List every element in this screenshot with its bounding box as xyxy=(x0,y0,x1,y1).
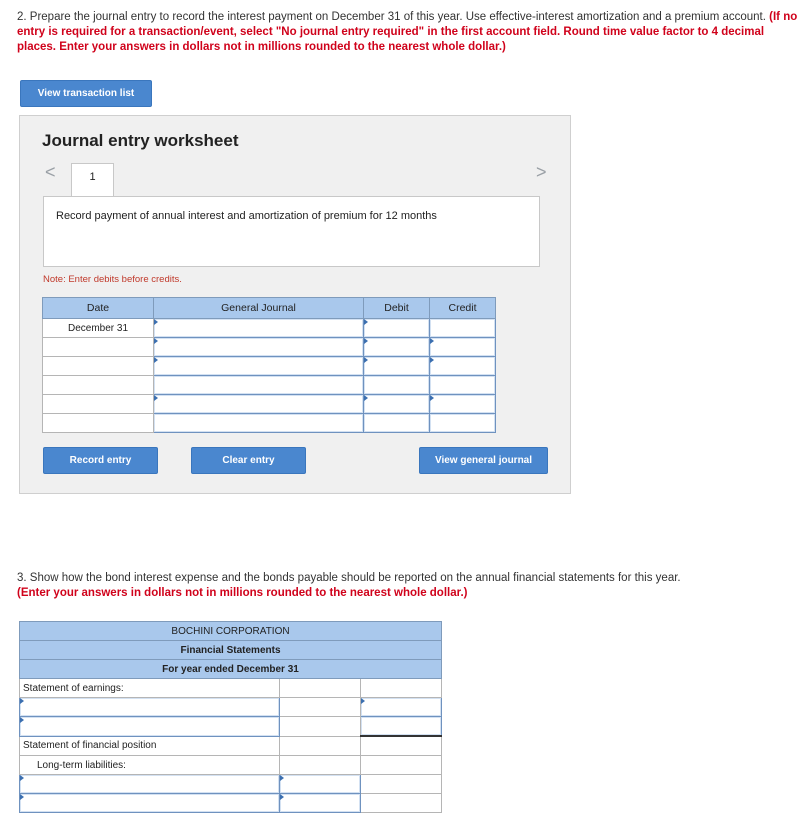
general-journal-header: General Journal xyxy=(154,298,364,319)
date-cell xyxy=(43,414,154,433)
liability-account-select-2[interactable] xyxy=(20,794,280,813)
table-row xyxy=(20,736,442,756)
journal-entry-table xyxy=(42,297,496,433)
clear-entry-button[interactable]: Clear entry xyxy=(191,447,306,474)
debit-input[interactable] xyxy=(364,376,430,395)
question-3-instructions: (Enter your answers in dollars not in millions rounded to the nearest whole dollar.) xyxy=(17,587,468,599)
credit-input[interactable] xyxy=(430,395,496,414)
position-label: Statement of financial position xyxy=(20,736,280,756)
table-row xyxy=(20,679,442,698)
debit-input[interactable] xyxy=(364,395,430,414)
earnings-account-select[interactable] xyxy=(20,698,280,717)
debit-header: Debit xyxy=(364,298,430,319)
debits-note: Note: Enter debits before credits. xyxy=(43,274,182,285)
account-select[interactable] xyxy=(154,338,364,357)
prev-arrow-icon[interactable]: < xyxy=(45,162,56,182)
debit-input[interactable] xyxy=(364,319,430,338)
credit-input[interactable] xyxy=(430,319,496,338)
liability-amount-input[interactable] xyxy=(280,775,361,794)
question-3-plain: 3. Show how the bond interest expense and the bonds payable should be reported on the annual financial statements for this year. xyxy=(17,572,681,584)
worksheet-tab-1[interactable]: 1 xyxy=(71,163,114,197)
table-row xyxy=(20,717,442,737)
account-select[interactable] xyxy=(154,319,364,338)
table-row xyxy=(20,794,442,813)
record-entry-button[interactable]: Record entry xyxy=(43,447,158,474)
table-row xyxy=(20,698,442,717)
table-row xyxy=(43,338,496,357)
question-2-text xyxy=(17,10,802,55)
account-select[interactable] xyxy=(154,414,364,433)
table-row xyxy=(43,414,496,433)
next-arrow-icon[interactable]: > xyxy=(536,162,547,182)
worksheet-title: Journal entry worksheet xyxy=(42,131,239,150)
debit-input[interactable] xyxy=(364,414,430,433)
table-row xyxy=(43,319,496,338)
table-row xyxy=(43,376,496,395)
account-select[interactable] xyxy=(154,376,364,395)
debit-input[interactable] xyxy=(364,357,430,376)
date-header: Date xyxy=(43,298,154,319)
question-3-text xyxy=(17,571,802,601)
table-row xyxy=(20,775,442,794)
date-cell xyxy=(43,376,154,395)
long-term-label: Long-term liabilities: xyxy=(20,756,280,775)
table-row xyxy=(43,357,496,376)
entry-description: Record payment of annual interest and amortization of premium for 12 months xyxy=(43,196,540,267)
debit-input[interactable] xyxy=(364,338,430,357)
credit-input[interactable] xyxy=(430,357,496,376)
earnings-amount-input[interactable] xyxy=(361,698,442,717)
statements-period: For year ended December 31 xyxy=(20,660,442,679)
account-select[interactable] xyxy=(154,395,364,414)
view-transaction-list-button[interactable]: View transaction list xyxy=(20,80,152,107)
statements-subtitle: Financial Statements xyxy=(20,641,442,660)
liability-account-select[interactable] xyxy=(20,775,280,794)
liability-amount-input-2[interactable] xyxy=(280,794,361,813)
financial-statements-table xyxy=(19,621,442,813)
credit-input[interactable] xyxy=(430,338,496,357)
account-select[interactable] xyxy=(154,357,364,376)
table-row xyxy=(20,756,442,775)
credit-input[interactable] xyxy=(430,376,496,395)
credit-input[interactable] xyxy=(430,414,496,433)
company-name: BOCHINI CORPORATION xyxy=(20,622,442,641)
date-cell: December 31 xyxy=(43,319,154,338)
date-cell xyxy=(43,338,154,357)
question-2-plain: 2. Prepare the journal entry to record the interest payment on December 31 of this year. Use effective-interest amortization and a premium account. xyxy=(17,11,766,23)
date-cell xyxy=(43,357,154,376)
earnings-account-select-2[interactable] xyxy=(20,717,280,737)
earnings-label: Statement of earnings: xyxy=(20,679,280,698)
view-general-journal-button[interactable]: View general journal xyxy=(419,447,548,474)
date-cell xyxy=(43,395,154,414)
earnings-amount-input-2[interactable] xyxy=(361,717,442,737)
credit-header: Credit xyxy=(430,298,496,319)
table-row xyxy=(43,395,496,414)
question-2-instructions: (If no entry is required for a transaction/event, select "No journal entry required" in the first account field. Round time value factor to 4 decimal places. Enter your answers in dollars not in millions rounded to the nearest whole dollar.) xyxy=(17,11,798,53)
